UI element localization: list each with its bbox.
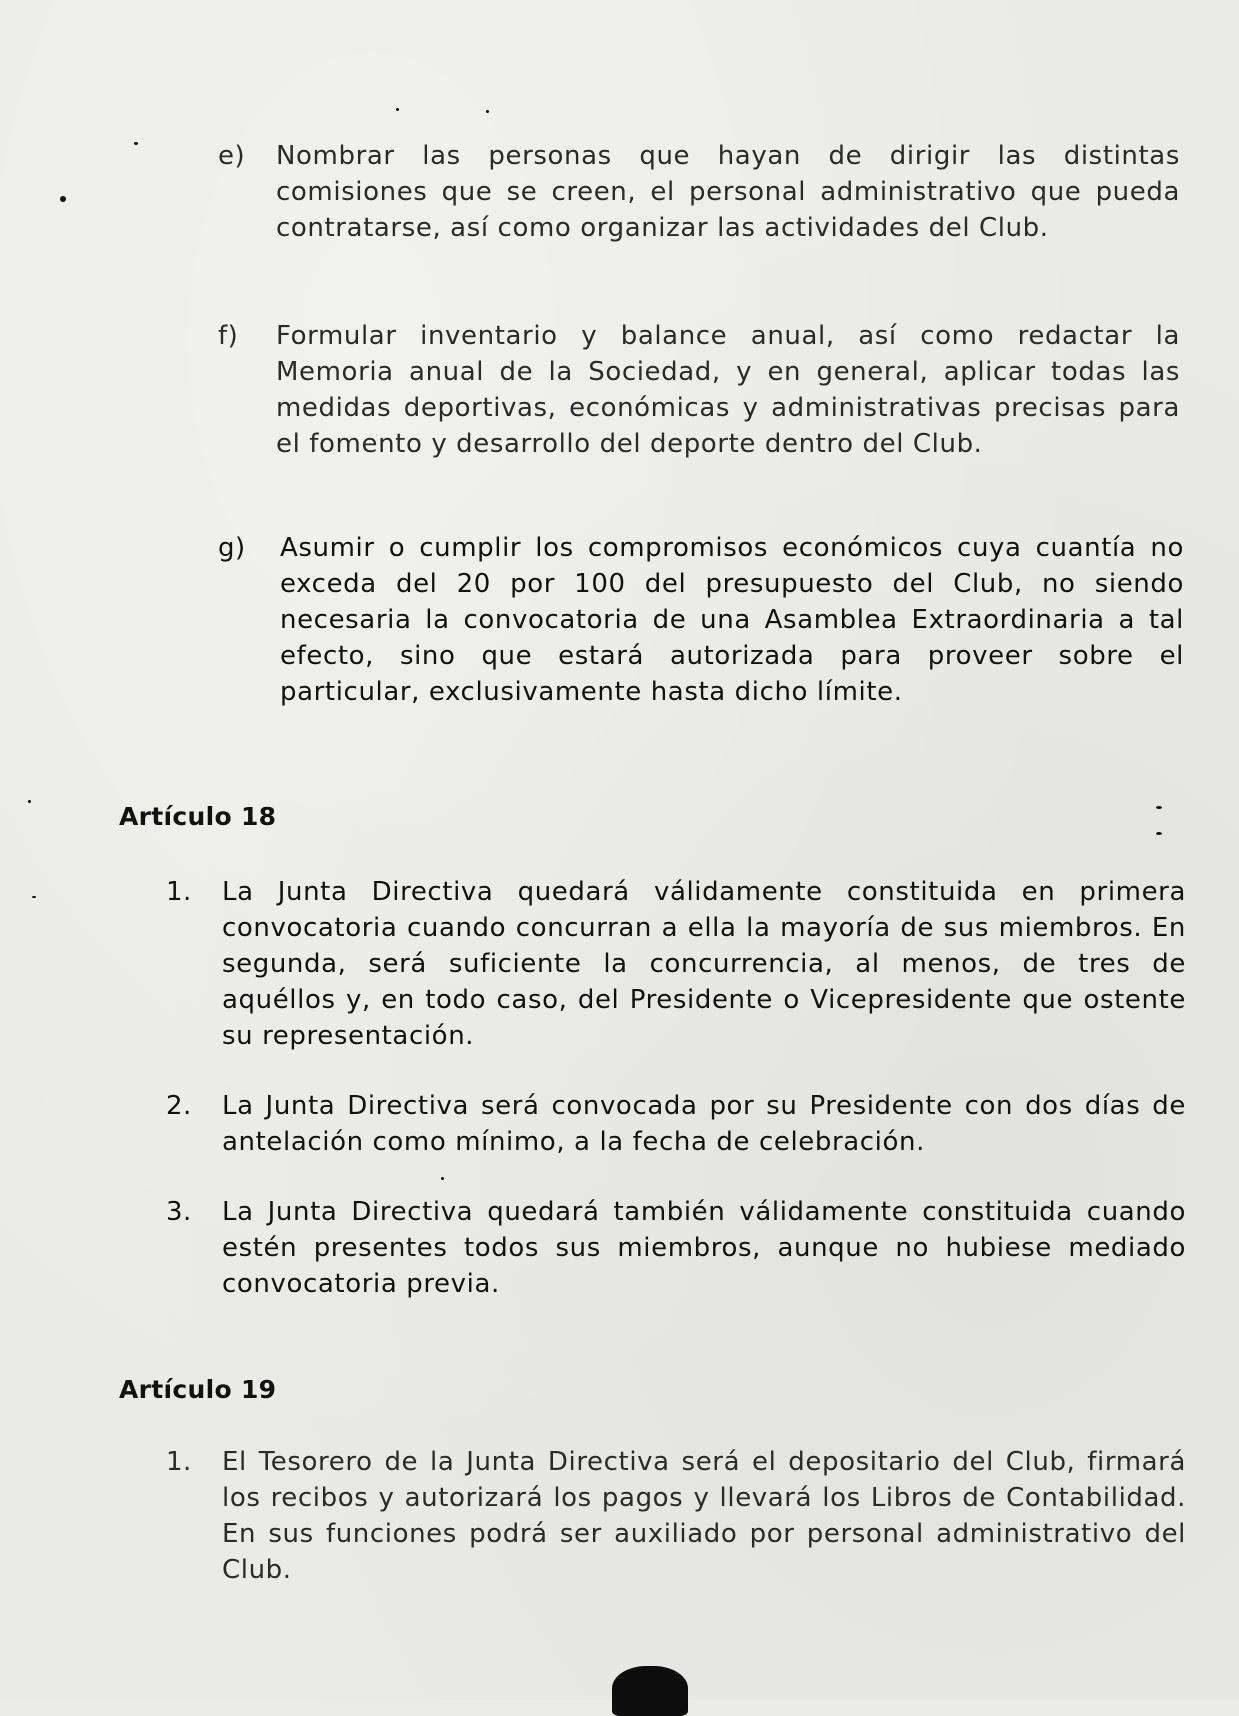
list-marker: g) <box>218 533 246 563</box>
scan-speck <box>1156 832 1162 835</box>
scan-speck <box>441 1177 444 1180</box>
list-marker: 1. <box>166 1447 192 1477</box>
list-marker: 2. <box>166 1091 192 1121</box>
article-18-heading: Artículo 18 <box>119 802 277 831</box>
scan-speck <box>28 800 31 803</box>
list-marker: f) <box>218 321 239 351</box>
scan-speck <box>60 196 66 202</box>
scan-speck <box>32 896 36 898</box>
list-marker: 1. <box>166 877 192 907</box>
list-item-f <box>218 318 1180 462</box>
list-item-text: La Junta Directiva será convocada por su Presidente con dos días de antelación como mínimo, a la fecha de celebración. <box>222 1091 1186 1157</box>
list-item-text: La Junta Directiva quedará también válidamente constituida cuando estén presentes todos sus miembros, aunque no hubiese mediado convocatoria previa. <box>222 1197 1186 1299</box>
list-item-e <box>218 138 1180 246</box>
scan-speck <box>1156 806 1162 809</box>
scan-speck <box>396 108 399 111</box>
scan-speck <box>134 142 138 145</box>
article-19-heading: Artículo 19 <box>119 1375 277 1404</box>
article-18-item-2 <box>166 1088 1186 1160</box>
article-19-item-1 <box>166 1444 1186 1588</box>
list-marker: e) <box>218 141 246 171</box>
list-item-text: Nombrar las personas que hayan de dirigir las distintas comisiones que se creen, el personal administrativo que pueda contratarse, así como organizar las actividades del Club. <box>276 141 1180 243</box>
list-item-text: Asumir o cumplir los compromisos económicos cuya cuantía no exceda del 20 por 100 del presupuesto del Club, no siendo necesaria la convocatoria de una Asamblea Extraordinaria a tal efecto, sino que estará autorizada para proveer sobre el particular, exclusivamente hasta dicho límite. <box>280 533 1184 707</box>
list-item-g <box>218 530 1184 710</box>
list-marker: 3. <box>166 1197 192 1227</box>
article-18-item-3 <box>166 1194 1186 1302</box>
ink-blot <box>612 1666 688 1716</box>
list-item-text: El Tesorero de la Junta Directiva será el depositario del Club, firmará los recibos y autorizará los pagos y llevará los Libros de Contabilidad. En sus funciones podrá ser auxiliado por personal administrativo del Club. <box>222 1447 1186 1585</box>
list-item-text: Formular inventario y balance anual, así como redactar la Memoria anual de la Sociedad, y en general, aplicar todas las medidas deportivas, económicas y administrativas precisas para el fomento y desarrollo del deporte dentro del Club. <box>276 321 1180 459</box>
scan-speck <box>486 110 489 113</box>
list-item-text: La Junta Directiva quedará válidamente constituida en primera convocatoria cuando concurran a ella la mayoría de sus miembros. En segunda, será suficiente la concurrencia, al menos, de tres de aquéllos y, en todo caso, del Presidente o Vicepresidente que ostente su representación. <box>222 877 1186 1051</box>
article-18-item-1 <box>166 874 1186 1054</box>
